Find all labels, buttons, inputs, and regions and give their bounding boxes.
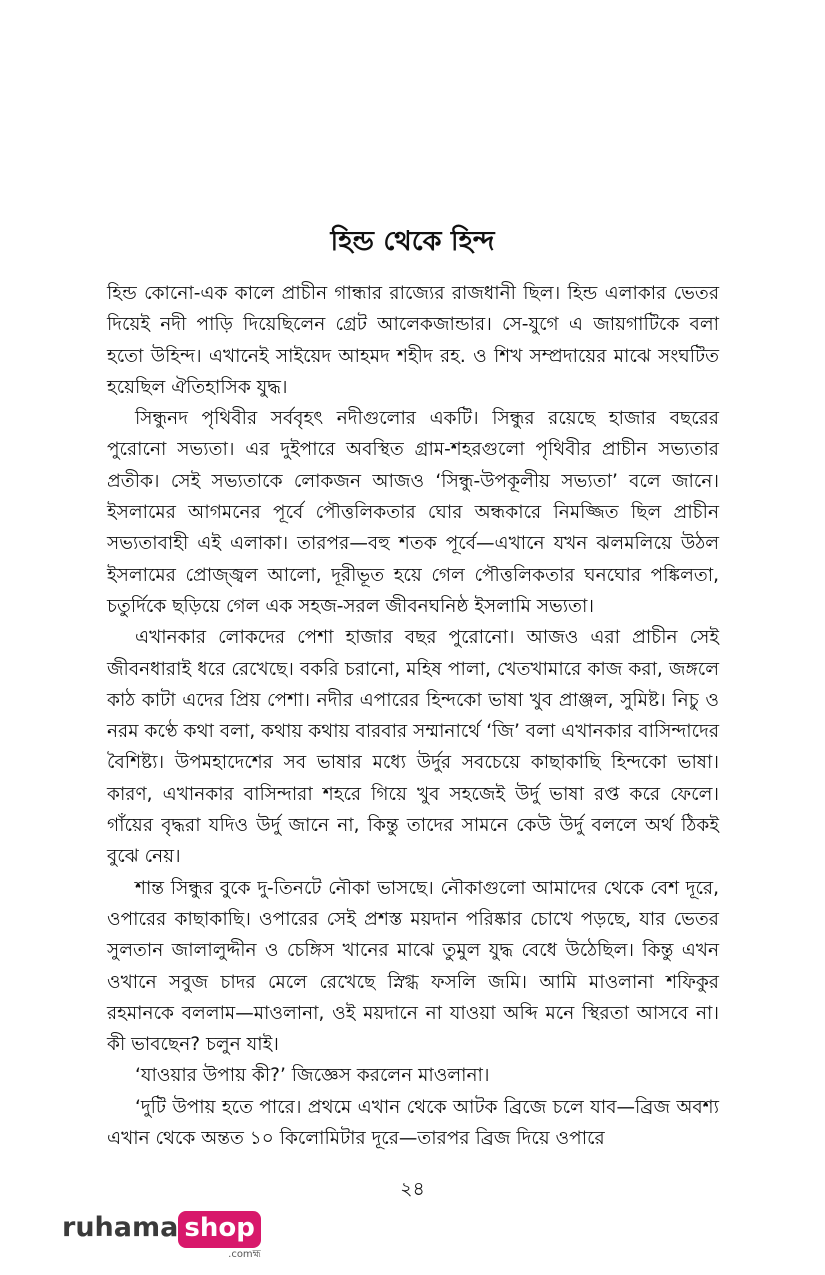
ruhamashop-logo xyxy=(62,1206,261,1258)
logo-text-com: .comহ্ম xyxy=(228,1249,261,1260)
paragraph-3: এখানকার লোকদের পেশা হাজার বছর পুরোনো। আজও এরা প্রাচীন সেই জীবনধারাই ধরে রেখেছে। বকরি চরানো, মহিষ পালা, খেতখামারে কাজ করা, জঙ্গলে কাঠ কাটা এদের প্রিয় পেশা। নদীর এপারের হিন্দকো ভাষা খুব প্রাঞ্জল, সুমিষ্ট। নিচু ও নরম কণ্ঠে কথা বলা, কথায় কথায় বারবার সম্মানার্থে ‘জি’ বলা এখানকার বাসিন্দাদের বৈশিষ্ট্য। উপমহাদেশের সব ভাষার মধ্যে উর্দুর সবচেয়ে কাছাকাছি হিন্দকো ভাষা। কারণ, এখানকার বাসিন্দারা শহরে গিয়ে খুব সহজেই উর্দু ভাষা রপ্ত করে ফেলে। গাঁয়ের বৃদ্ধরা যদিও উর্দু জানে না, কিন্তু তাদের সামনে কেউ উর্দু বললে অর্থ ঠিকই বুঝে নেয়। xyxy=(107,627,719,868)
page-title: হিন্ড থেকে হিন্দ xyxy=(330,226,495,257)
logo-shop-group xyxy=(178,1206,260,1261)
paragraph-1: হিন্ড কোনো-এক কালে প্রাচীন গান্ধার রাজ্যের রাজধানী ছিল। হিন্ড এলাকার ভেতর দিয়েই নদী পাড়ি দিয়েছিলেন গ্রেট আলেকজান্ডার। সে-যুগে এ জায়গাটিকে বলা হতো উহিন্দ। এখানেই সাইয়েদ আহমদ শহীদ রহ. ও শিখ সম্প্রদায়ের মাঝে সংঘটিত হয়েছিল ঐতিহাসিক যুদ্ধ। xyxy=(107,283,719,398)
paragraph-6: ‘দুটি উপায় হতে পারে। প্রথমে এখান থেকে আটক ব্রিজে চলে যাব—ব্রিজ অবশ্য এখান থেকে অন্তত ১০ কিলোমিটার দূরে—তারপর ব্রিজ দিয়ে ওপারে xyxy=(107,1096,719,1150)
paragraph-5: ‘যাওয়ার উপায় কী?’ জিজ্ঞেস করলেন মাওলানা। xyxy=(135,1065,490,1087)
paragraph-4: শান্ত সিন্ধুর বুকে দু-তিনটে নৌকা ভাসছে। নৌকাগুলো আমাদের থেকে বেশ দূরে, ওপারের কাছাকাছি। ওপারের সেই প্রশস্ত ময়দান পরিষ্কার চোখে পড়ছে, যার ভেতর সুলতান জালালুদ্দীন ও চেঙ্গিস খানের মাঝে তুমুল যুদ্ধ বেধে উঠেছিল। কিন্তু এখন ওখানে সবুজ চাদর মেলে রেখেছে স্নিগ্ধ ফসলি জমি। আমি মাওলানা শফিকুর রহমানকে বললাম—মাওলানা, ওই ময়দানে না যাওয়া অব্দি মনে স্থিরতা আসবে না। কী ভাবছেন? চলুন যাই। xyxy=(107,877,719,1056)
page-number: ২৪ xyxy=(400,1178,425,1200)
logo-text-ruhama: ruhama xyxy=(62,1212,179,1243)
paragraph-2: সিন্ধুনদ পৃথিবীর সর্ববৃহৎ নদীগুলোর একটি। সিন্ধুর রয়েছে হাজার বছরের পুরোনো সভ্যতা। এর দুইপারে অবস্থিত গ্রাম-শহরগুলো পৃথিবীর প্রাচীন সভ্যতার প্রতীক। সেই সভ্যতাকে লোকজন আজও ‘সিন্ধু-উপকূলীয় সভ্যতা’ বলে জানে। ইসলামের আগমনের পূর্বে পৌত্তলিকতার ঘোর অন্ধকারে নিমজ্জিত ছিল প্রাচীন সভ্যতাবাহী এই এলাকা। তারপর—বহু শতক পূর্বে—এখানে যখন ঝলমলিয়ে উঠল ইসলামের প্রোজ্জ্বল আলো, দূরীভূত হয়ে গেল পৌত্তলিকতার ঘনঘোর পঙ্কিলতা, চতুর্দিকে ছড়িয়ে গেল এক সহজ-সরল জীবনঘনিষ্ঠ ইসলামি সভ্যতা। xyxy=(107,408,719,617)
logo-text-shop: shop xyxy=(178,1211,260,1248)
body-text xyxy=(107,278,719,1154)
